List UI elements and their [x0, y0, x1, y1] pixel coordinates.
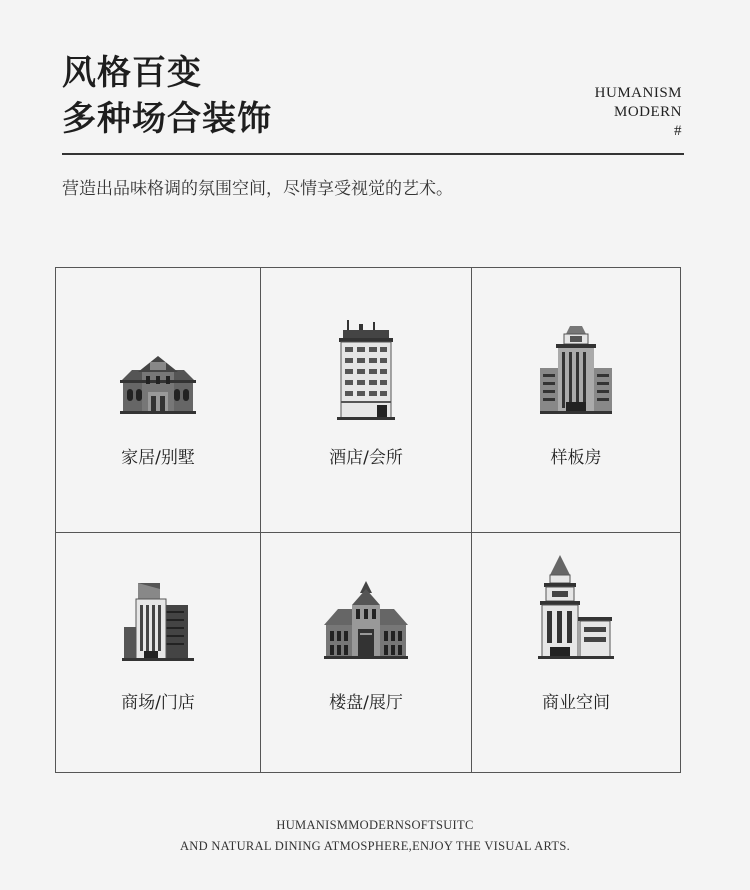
category-label: 楼盘/展厅: [329, 693, 403, 713]
tag-line-3: #: [674, 123, 682, 139]
commercial-building-icon: [472, 555, 680, 659]
subtitle: 营造出品味格调的氛围空间，尽情享受视觉的艺术。: [62, 179, 453, 199]
hotel-icon: [261, 320, 471, 420]
footer-line-1: HUMANISMMODERNSOFTSUITC: [276, 818, 474, 832]
category-grid: [55, 267, 681, 773]
tag-line-2: MODERN: [613, 104, 682, 120]
headline-line-1: 风格百变: [62, 53, 202, 93]
footer-line-2: AND NATURAL DINING ATMOSPHERE,ENJOY THE VISUAL ARTS.: [179, 839, 571, 853]
category-label: 酒店/会所: [329, 448, 403, 468]
divider: [62, 153, 684, 155]
category-cell-home-villa[interactable]: [56, 268, 261, 533]
villa-icon: [56, 356, 260, 414]
category-cell-hotel-club[interactable]: [261, 268, 472, 533]
category-cell-property-exhibition[interactable]: [261, 533, 472, 772]
category-cell-showroom[interactable]: [472, 268, 680, 533]
mall-icon: [56, 583, 260, 661]
category-cell-mall-store[interactable]: [56, 533, 261, 772]
showroom-building-icon: [472, 326, 680, 414]
tag-line-1: HUMANISM: [594, 85, 682, 101]
style-tag: [595, 84, 682, 141]
headline: [62, 50, 272, 142]
headline-line-2: 多种场合装饰: [62, 99, 272, 139]
category-label: 家居/别墅: [121, 448, 195, 468]
exhibition-hall-icon: [261, 581, 471, 659]
category-label: 商业空间: [542, 693, 610, 713]
category-cell-commercial-space[interactable]: [472, 533, 680, 772]
category-label: 样板房: [550, 448, 602, 468]
category-label: 商场/门店: [121, 693, 195, 713]
